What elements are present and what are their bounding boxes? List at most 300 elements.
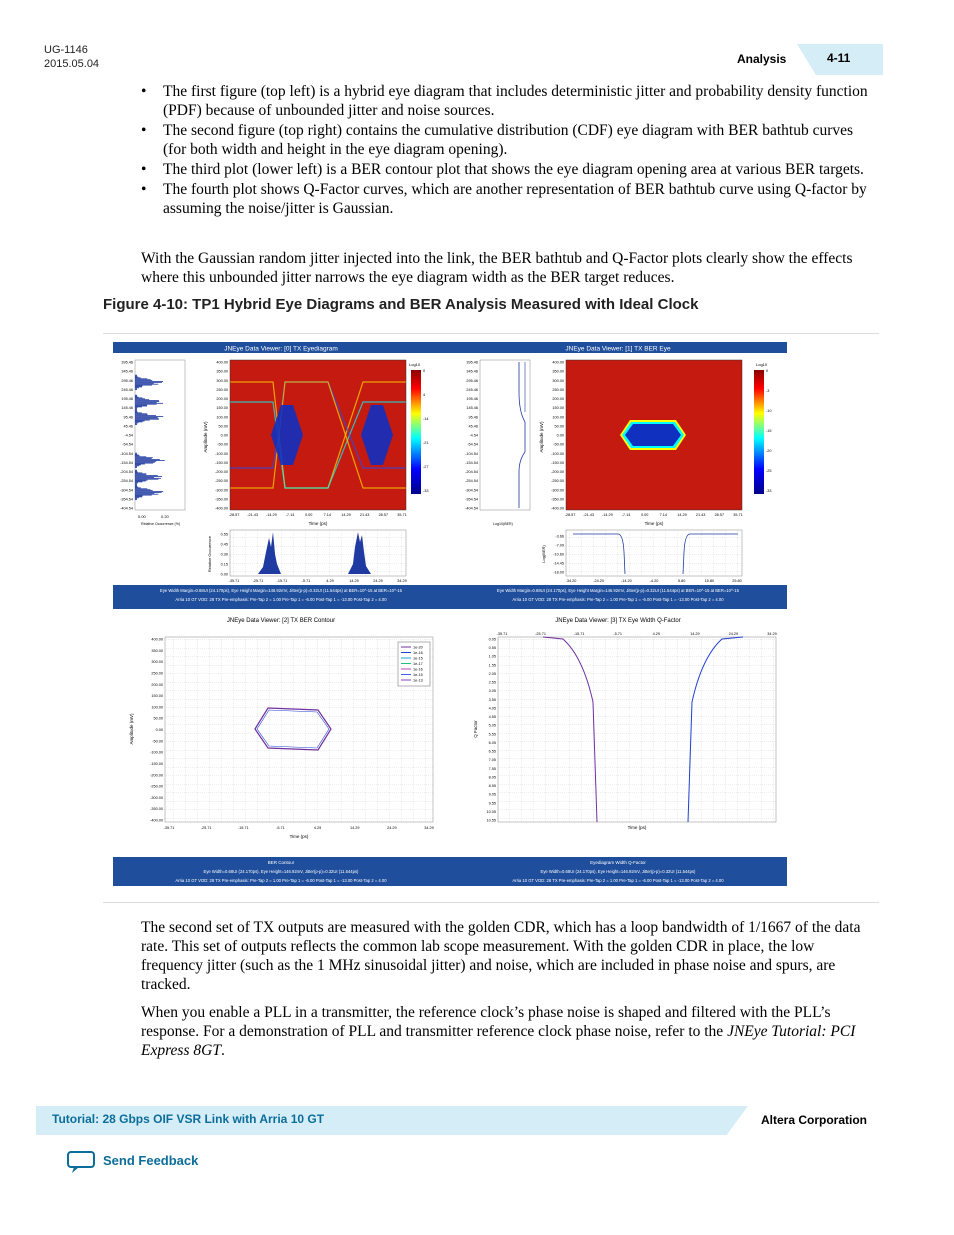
time-tick: 25.80 — [732, 579, 742, 583]
histogram-bar — [135, 467, 137, 468]
amp-tick: 400.00 — [216, 360, 228, 365]
q-tick: 2.55 — [488, 680, 496, 685]
rel-occ-tick: 0.45 — [220, 542, 228, 547]
histogram-bar — [135, 403, 163, 404]
bathtub-y-tick: -304.54 — [465, 488, 478, 493]
histogram-bar — [135, 499, 137, 500]
bathtub-y-tick: -404.54 — [465, 506, 478, 511]
histogram-bar — [135, 473, 146, 474]
q-tick: 8.05 — [488, 775, 496, 780]
info-line: Arria 10 GT VOD: 28 TX Pre-emphasis: Pre-Tap 2 = 1.00 Pre-Tap 1 = -6.00 Post-Tap 1 = -13.00 Post-Tap 2 = 4.00 — [175, 597, 387, 602]
amp-tick: -300.00 — [150, 795, 163, 800]
list-item: • The first figure (top left) is a hybrid eye diagram that includes deterministic jitter and probability density function (PDF) because of unbounded jitter and noise sources. — [141, 82, 871, 120]
time-tick: -35.71 — [228, 579, 240, 583]
amp-tick: 400.00 — [151, 637, 163, 642]
histogram-bar — [135, 422, 138, 423]
colorbar-tick: -25 — [766, 469, 772, 473]
ber-contour-plot — [129, 637, 434, 839]
histogram-bar — [135, 475, 158, 476]
divider — [103, 333, 879, 334]
q-tick: 7.05 — [488, 758, 496, 763]
footer-document-title[interactable]: Tutorial: 28 Gbps OIF VSR Link with Arria 10 GT — [52, 1112, 325, 1126]
bathtub-y-tick: -154.54 — [465, 460, 478, 465]
info-line: Arria 10 GT VOD: 28 TX Pre-emphasis: Pre-Tap 2 = 1.00 Pre-Tap 1 = -6.00 Post-Tap 1 = -13.00 Post-Tap 2 = 4.00 — [175, 878, 387, 883]
time-tick: 35.71 — [397, 513, 407, 517]
histogram-bar — [135, 456, 146, 457]
histogram-bar — [135, 479, 158, 480]
rel-occ-tick: 0.15 — [220, 562, 228, 567]
amp-tick: 100.00 — [552, 415, 564, 420]
hybrid-eye-plot — [203, 360, 429, 526]
amp-tick: 0.00 — [556, 433, 564, 438]
legend-label: 1e-16 — [413, 651, 423, 655]
time-tick: 14.29 — [349, 579, 359, 583]
time-tick: -21.43 — [583, 513, 595, 517]
amp-tick: 100.00 — [151, 705, 163, 710]
amp-tick: 250.00 — [216, 387, 228, 392]
hist-y-tick: 95.46 — [123, 415, 133, 420]
colorbar-tick: -10 — [766, 409, 772, 413]
legend-label: 1e-17 — [413, 662, 423, 666]
histogram-bar — [135, 458, 152, 459]
bathtub-y-tick: 195.46 — [466, 397, 478, 401]
histogram-bar — [135, 397, 138, 398]
time-tick: 0.00 — [640, 513, 649, 517]
section-title: Analysis — [737, 52, 787, 66]
vertical-bathtub — [465, 360, 530, 526]
amplitude-axis-label: Amplitude (mV) — [129, 713, 134, 745]
histogram-bar — [135, 485, 137, 486]
histogram-bar — [135, 421, 145, 422]
bathtub-y-tick: -204.54 — [465, 470, 478, 474]
time-tick: -35.71 — [496, 632, 508, 636]
histogram-bar — [135, 377, 138, 378]
q-tick: 3.05 — [488, 689, 496, 694]
hist-y-tick: -4.54 — [124, 433, 133, 438]
time-axis-label: Time (ps) — [644, 521, 664, 526]
rel-occ-label: Relative Occurrence — [207, 535, 212, 573]
amp-tick: 200.00 — [552, 397, 564, 401]
histogram-bar — [135, 488, 141, 489]
histogram-bar — [135, 489, 150, 490]
time-tick: 4.29 — [326, 579, 334, 583]
histogram-bar — [135, 478, 161, 479]
hist-y-tick: -204.54 — [120, 470, 133, 474]
time-tick: -5.71 — [613, 632, 623, 636]
colorbar-label: Log10 — [409, 362, 421, 367]
legend-label: 1e-13 — [413, 678, 423, 683]
colorbar-tick: -33 — [766, 489, 772, 493]
hist-xlabel: Relative Occurrence (%) — [141, 522, 181, 526]
histogram-bar — [135, 473, 142, 474]
histogram-bar — [135, 495, 152, 496]
amp-tick: -350.00 — [150, 807, 163, 812]
rel-occ-tick: 0.55 — [220, 532, 228, 537]
histogram-bar — [135, 483, 137, 484]
histogram-bar — [135, 472, 138, 473]
time-tick: -28.57 — [564, 513, 576, 517]
histogram-bar — [135, 405, 147, 406]
log-ber-tick: -18.00 — [553, 570, 564, 575]
amp-tick: -400.00 — [215, 506, 228, 511]
histogram-bar — [135, 401, 159, 402]
time-tick: 4.29 — [313, 826, 322, 830]
histogram-bar — [135, 410, 137, 411]
time-tick: -5.71 — [301, 579, 311, 583]
q-tick: 7.55 — [488, 766, 496, 771]
feedback-icon[interactable] — [66, 1150, 96, 1174]
q-tick: 3.55 — [488, 697, 496, 702]
amp-tick: 50.00 — [554, 424, 564, 429]
amplitude-axis-label: Amplitude (mV) — [203, 421, 208, 453]
histogram-bar — [135, 388, 137, 389]
hist-y-tick: -254.54 — [120, 479, 133, 484]
histogram-bar — [135, 464, 145, 465]
hist-y-tick: -304.54 — [120, 488, 133, 493]
hist-y-tick: -404.54 — [120, 506, 133, 511]
rel-occ-tick: 0.30 — [220, 552, 228, 557]
time-tick: 34.29 — [424, 826, 434, 830]
histogram-bar — [135, 378, 141, 379]
amp-tick: 200.00 — [151, 682, 163, 687]
hist-y-tick: -154.54 — [120, 460, 133, 465]
histogram-bar — [135, 465, 139, 466]
time-axis-label: Time (ps) — [289, 834, 309, 839]
time-tick: -7.14 — [621, 513, 631, 517]
amp-tick: 250.00 — [151, 671, 163, 676]
histogram-bar — [135, 387, 139, 388]
rel-occ-tick: 0.00 — [220, 572, 228, 577]
histogram-bar — [135, 482, 138, 483]
colorbar — [411, 370, 421, 494]
time-tick: 0.00 — [304, 513, 313, 517]
hist-y-tick: -354.54 — [120, 497, 133, 502]
time-tick: -25.71 — [535, 632, 546, 636]
log-ber-tick: -3.66 — [555, 534, 564, 539]
q-tick: 10.05 — [486, 809, 496, 814]
q-tick: 9.55 — [488, 801, 496, 806]
histogram-bar — [135, 414, 148, 415]
amp-tick: 300.00 — [552, 378, 564, 383]
histogram-bar — [135, 412, 138, 413]
log-ber-tick: -7.09 — [555, 543, 564, 548]
ber-eye-title: JNEye Data Viewer: [1] TX BER Eye — [565, 345, 671, 353]
amp-tick: -150.00 — [215, 460, 228, 465]
footer-corporation: Altera Corporation — [761, 1113, 868, 1127]
amp-tick: -200.00 — [551, 470, 564, 474]
amp-tick: -50.00 — [217, 442, 228, 447]
q-tick: 0.55 — [488, 646, 496, 651]
amp-tick: -400.00 — [551, 506, 564, 511]
time-tick: 15.80 — [704, 579, 715, 583]
doc-number: UG-1146 — [44, 44, 88, 56]
histogram-bar — [135, 477, 154, 478]
histogram-bar — [135, 465, 141, 466]
histogram-bar — [135, 399, 149, 400]
time-tick: 21.43 — [695, 513, 706, 517]
time-tick: -15.71 — [237, 826, 249, 830]
time-tick: 14.29 — [349, 826, 360, 830]
document-id — [44, 43, 99, 71]
colorbar-tick: -15 — [766, 429, 772, 433]
hist-y-tick: -54.54 — [122, 442, 133, 447]
time-tick: -24.20 — [593, 579, 605, 583]
info-line: Arria 10 GT VOD: 28 TX Pre-emphasis: Pre-Tap 2 = 1.00 Pre-Tap 1 = -6.00 Post-Tap 1 = -13.00 Post-Tap 2 = 4.00 — [512, 597, 724, 602]
histogram-bar — [135, 398, 142, 399]
time-tick: 24.29 — [387, 826, 397, 830]
horizontal-bathtub — [541, 530, 742, 583]
amplitude-axis-label: Amplitude (mV) — [539, 421, 544, 453]
hist-y-tick: 145.46 — [121, 406, 133, 411]
amp-tick: 400.00 — [552, 360, 564, 365]
time-tick: -34.20 — [565, 579, 577, 583]
bathtub-y-tick: 245.46 — [466, 387, 478, 392]
page-number: 4-11 — [827, 51, 851, 65]
legend-label: 1e-15 — [413, 673, 423, 677]
amp-tick: -350.00 — [215, 497, 228, 502]
time-tick: 14.29 — [690, 632, 700, 636]
histogram-bar — [135, 407, 142, 408]
histogram-bar — [135, 385, 152, 386]
time-tick: 21.43 — [359, 513, 370, 517]
amp-tick: 50.00 — [153, 716, 163, 721]
histogram-bar — [135, 376, 137, 377]
colorbar-tick: -3 — [766, 389, 770, 393]
amp-tick: 200.00 — [216, 397, 228, 401]
colorbar-tick: -20 — [766, 449, 772, 453]
histogram-bar — [135, 389, 137, 390]
info-line: Eye Width Margin=0.68UI (24.170ps), Eye Height Margin=146.92mV, Jitter(p-p)=0.32UI (11.544ps) at BER=10^-15 at BER=10^-15 — [160, 588, 402, 593]
histogram-bar — [135, 456, 140, 457]
histogram-bar — [135, 383, 154, 384]
time-tick: -15.71 — [573, 632, 585, 636]
info-title: BER Contour — [267, 860, 295, 865]
histogram-bar — [135, 457, 153, 458]
amp-tick: 0.00 — [155, 728, 163, 732]
histogram-bar — [135, 413, 147, 414]
histogram-bar — [135, 417, 158, 418]
time-tick: -14.29 — [265, 513, 277, 517]
q-tick: 1.55 — [488, 663, 496, 668]
amp-tick: 350.00 — [216, 369, 228, 374]
hist-x-tick: 0.00 — [138, 514, 146, 519]
list-item: • The second figure (top right) contains the cumulative distribution (CDF) eye diagram with BER bathtub curves (for both width and height in the eye diagram opening). — [141, 121, 871, 159]
bathtub-y-tick: 95.46 — [468, 415, 478, 420]
bathtub-y-tick: 45.46 — [468, 424, 478, 429]
amp-tick: -100.00 — [551, 451, 564, 456]
histogram-bar — [135, 418, 158, 419]
time-tick: -14.20 — [620, 579, 632, 583]
paragraph — [141, 1003, 871, 1060]
amp-tick: -100.00 — [215, 451, 228, 456]
amplitude-histogram — [120, 360, 185, 526]
time-tick: 24.29 — [373, 579, 383, 583]
bathtub-y-tick: 345.46 — [466, 369, 478, 374]
bullet-list — [141, 82, 871, 219]
histogram-bar — [135, 395, 137, 396]
histogram-bar — [135, 419, 159, 420]
amp-tick: -350.00 — [551, 497, 564, 502]
time-tick: -25.71 — [200, 826, 212, 830]
bathtub-y-tick: -4.54 — [469, 433, 478, 438]
colorbar-label: Log10 — [756, 362, 768, 367]
paragraph-end: . — [220, 1042, 225, 1059]
histogram-bar — [135, 378, 147, 379]
legend-label: 1e-16 — [413, 667, 423, 672]
paragraph: The second set of TX outputs are measured with the golden CDR, which has a loop bandwidth of 1/1667 of the data rate. This set of outputs reflects the common lab scope measurement. With the golden CDR in place, the low frequency jitter (such as the 1 MHz sinusoidal jitter) and noise, which are included in phase noise and spurs, are tracked. — [141, 919, 861, 993]
amp-tick: 350.00 — [552, 369, 564, 374]
amp-tick: 300.00 — [216, 378, 228, 383]
histogram-bar — [135, 497, 142, 498]
histogram-bar — [135, 380, 152, 381]
q-tick: 4.55 — [488, 715, 496, 720]
histogram-bar — [135, 493, 154, 494]
histogram-bar — [135, 398, 145, 399]
eye-title: JNEye Data Viewer: [0] TX Eyediagram — [224, 345, 338, 353]
amp-tick: 150.00 — [151, 694, 163, 699]
amp-tick: -200.00 — [215, 470, 228, 474]
time-tick: 35.71 — [733, 513, 743, 517]
time-tick: 5.80 — [677, 579, 686, 583]
time-tick: 14.29 — [677, 513, 687, 517]
amp-tick: -150.00 — [150, 761, 163, 766]
histogram-bar — [135, 384, 158, 385]
ber-eye-plot — [539, 360, 772, 526]
histogram-bar — [135, 455, 139, 456]
hist-y-tick: 295.46 — [121, 378, 133, 383]
q-tick: 5.05 — [488, 723, 496, 728]
time-tick: -21.43 — [247, 513, 259, 517]
histogram-bar — [135, 488, 147, 489]
bathtub-y-tick: -254.54 — [465, 479, 478, 484]
histogram-bar — [135, 396, 137, 397]
amp-tick: -100.00 — [150, 750, 163, 755]
histogram-bar — [135, 453, 137, 454]
histogram-bar — [135, 381, 163, 382]
info-line: Eye Width=0.68UI (24.170ps), Eye Height=146.92mV, Jitter(p-p)=0.32UI (11.544ps) — [203, 869, 359, 874]
histogram-bar — [135, 459, 160, 460]
histogram-bar — [135, 408, 137, 409]
time-tick: 28.57 — [714, 513, 725, 517]
time-tick: 28.57 — [378, 513, 389, 517]
hist-x-tick: 0.20 — [161, 514, 169, 519]
time-axis-label: Time (ps) — [627, 825, 647, 830]
histogram-bar — [135, 424, 137, 425]
histogram-bar — [135, 498, 137, 499]
q-tick: 1.05 — [488, 654, 496, 659]
amp-tick: -200.00 — [150, 773, 163, 778]
time-tick: -7.14 — [285, 513, 295, 517]
histogram-bar — [135, 413, 142, 414]
amp-tick: 250.00 — [552, 387, 564, 392]
histogram-bar — [135, 463, 153, 464]
time-tick: 24.29 — [728, 632, 739, 636]
hist-y-tick: 245.46 — [121, 387, 133, 392]
colorbar-tick: -21 — [423, 441, 429, 445]
histogram-bar — [135, 422, 142, 423]
histogram-bar — [135, 494, 158, 495]
bathtub-y-tick: -104.54 — [465, 451, 478, 456]
histogram-bar — [135, 471, 137, 472]
histogram-bar — [135, 486, 137, 487]
q-tick: 8.55 — [488, 784, 496, 789]
colorbar — [754, 370, 764, 494]
time-tick: -28.57 — [228, 513, 240, 517]
list-item: • The third plot (lower left) is a BER contour plot that shows the eye diagram opening area at various BER targets. — [141, 160, 871, 179]
hist-y-tick: 195.46 — [121, 397, 133, 401]
histogram-bar — [135, 379, 151, 380]
amp-tick: 50.00 — [218, 424, 228, 429]
q-tick: 4.05 — [488, 706, 496, 711]
histogram-bar — [135, 490, 153, 491]
figure-panel — [113, 342, 787, 886]
divider — [103, 902, 879, 903]
histogram-bar — [135, 375, 137, 376]
colorbar-tick: -33 — [423, 489, 429, 493]
amp-tick: 100.00 — [216, 415, 228, 420]
histogram-bar — [135, 496, 143, 497]
tutorial-reference: JNEye Tutorial: PCI Express 8GT — [141, 1023, 856, 1059]
histogram-bar — [135, 461, 156, 462]
histogram-bar — [135, 481, 146, 482]
histogram-bar — [135, 482, 142, 483]
paragraph: With the Gaussian random jitter injected into the link, the BER bathtub and Q-Factor plots clearly show the effects where this unbounded jitter narrows the eye diagram width as the BER target reduces. — [141, 250, 853, 286]
bathtub-y-tick: 295.46 — [466, 378, 478, 383]
colorbar-tick: 0 — [766, 369, 769, 373]
time-tick: -14.29 — [601, 513, 613, 517]
histogram-bar — [135, 462, 155, 463]
bathtub-y-tick: -354.54 — [465, 497, 478, 502]
histogram-bar — [135, 423, 137, 424]
send-feedback-link[interactable]: Send Feedback — [103, 1153, 199, 1168]
q-tick: 10.55 — [486, 818, 496, 823]
time-tick: -15.71 — [276, 579, 288, 583]
q-axis-label: Q Factor — [473, 720, 478, 738]
colorbar-tick: 4 — [423, 393, 426, 397]
histogram-bar — [135, 415, 156, 416]
histogram-bar — [135, 387, 142, 388]
doc-date: 2015.05.04 — [44, 58, 100, 70]
info-line: Eye Width=0.68UI (24.170ps), Eye Height=146.92mV, Jitter(p-p)=0.32UI (11.544ps) — [540, 869, 696, 874]
amp-tick: -300.00 — [215, 488, 228, 493]
histogram-bar — [135, 492, 162, 493]
histogram-bar — [135, 497, 139, 498]
colorbar-tick: 0 — [423, 369, 426, 373]
histogram-bar — [135, 491, 163, 492]
bathtub-y-tick: 395.46 — [466, 360, 478, 365]
amp-tick: -50.00 — [152, 739, 163, 744]
bathtub-y-tick: 145.46 — [466, 406, 478, 411]
time-tick: 34.29 — [397, 579, 407, 583]
log-ber-tick: -10.60 — [553, 552, 564, 557]
legend-label: 1e-15 — [413, 656, 423, 661]
list-item: • The fourth plot shows Q-Factor curves, which are another representation of BER bathtub curve using Q-factor by assuming the noise/jitter is Gaussian. — [141, 180, 871, 218]
hist-y-tick: 345.46 — [121, 369, 133, 374]
histogram-bar — [135, 386, 142, 387]
hist-y-tick: -104.54 — [120, 451, 133, 456]
eye-diagram-figure — [113, 342, 787, 886]
colorbar-tick: -27 — [423, 465, 429, 469]
histogram-bar — [135, 420, 150, 421]
time-tick: -4.20 — [649, 579, 659, 583]
colorbar-tick: -14 — [423, 417, 429, 421]
amp-tick: 150.00 — [552, 406, 564, 411]
log-ber-label: Log(BER) — [541, 545, 546, 563]
info-line: Eye Width Margin=0.68UI (24.170ps), Eye Height Margin=146.92mV, Jitter(p-p)=0.32UI (11.544ps) at BER=10^-15 at BER=10^-15 — [497, 588, 739, 593]
info-line: Arria 10 GT VOD: 28 TX Pre-emphasis: Pre-Tap 2 = 1.00 Pre-Tap 1 = -6.00 Post-Tap 1 = -13.00 Post-Tap 2 = 4.00 — [512, 878, 724, 883]
histogram-bar — [135, 460, 165, 461]
figure-caption: Figure 4-10: TP1 Hybrid Eye Diagrams and BER Analysis Measured with Ideal Clock — [103, 296, 699, 313]
